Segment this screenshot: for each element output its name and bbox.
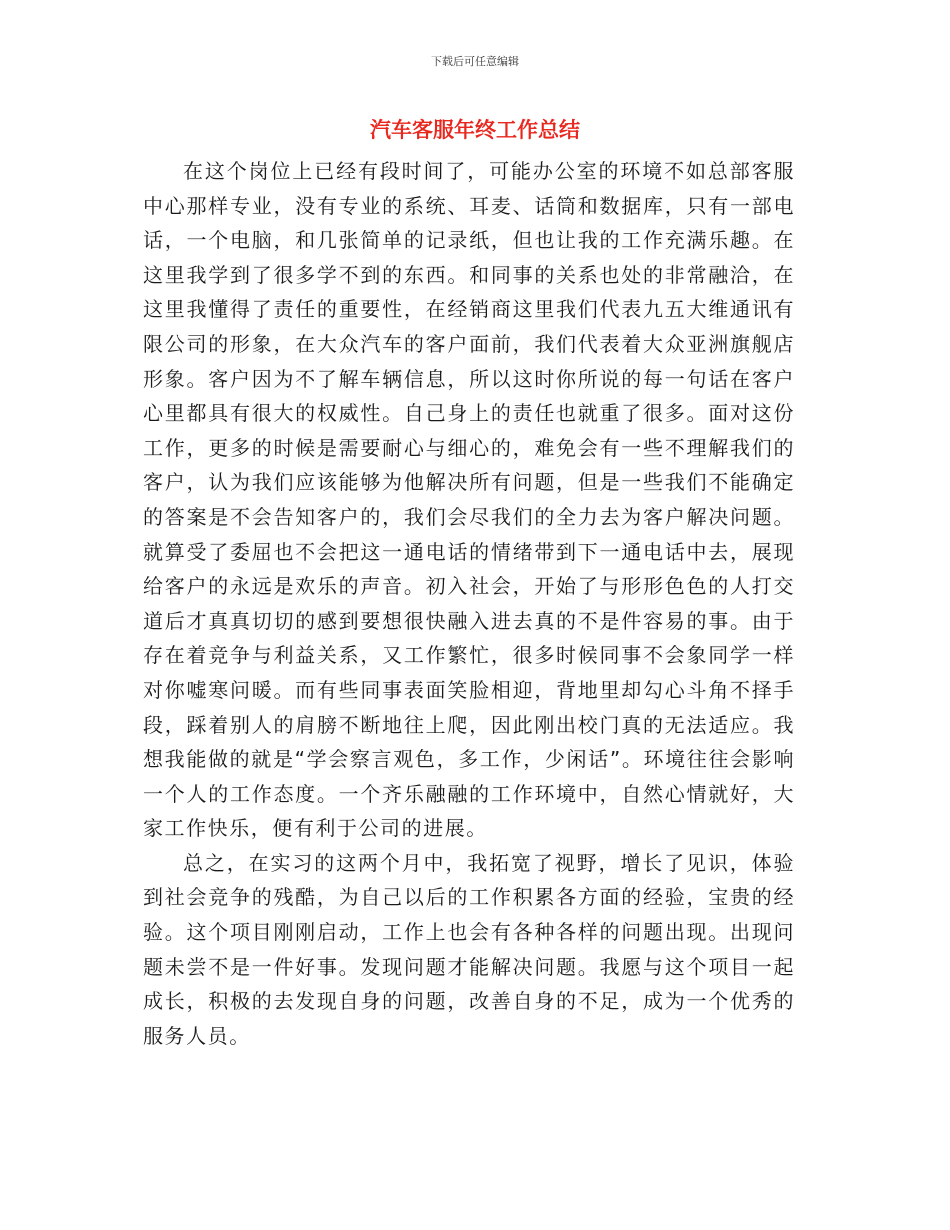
paragraph: 在这个岗位上已经有段时间了，可能办公室的环境不如总部客服中心那样专业，没有专业的系统、耳麦、话筒和数据库，只有一部电话，一个电脑，和几张简单的记录纸，但也让我的工作充满乐趣。在这里我学到了很多学不到的东西。和同事的关系也处的非常融洽，在这里我懂得了责任的重要性，在经销商这里我们代表九五大维通讯有限公司的形象，在大众汽车的客户面前，我们代表着大众亚洲旗舰店形象。客户因为不了解车辆信息，所以这时你所说的每一句话在客户心里都具有很大的权威性。自己身上的责任也就重了很多。面对这份工作，更多的时候是需要耐心与细心的，难免会有一些不理解我们的客户，认为我们应该能够为他解决所有问题，但是一些我们不能确定的答案是不会告知客户的，我们会尽我们的全力去为客户解决问题。就算受了委屈也不会把这一通电话的情绪带到下一通电话中去，展现给客户的永远是欢乐的声音。初入社会，开始了与形形色色的人打交道后才真真切切的感到要想很快融入进去真的不是件容易的事。由于存在着竞争与利益关系，又工作繁忙，很多时候同事不会象同学一样对你嘘寒问暖。而有些同事表面笑脸相迎，背地里却勾心斗角不择手段，踩着别人的肩膀不断地往上爬，因此刚出校门真的无法适应。我想我能做的就是“学会察言观色，多工作，少闲话”。环境往往会影响一个人的工作态度。一个齐乐融融的工作环境中，自然心情就好，大家工作快乐，便有利于公司的进展。 xyxy=(143,159,795,841)
document-body xyxy=(143,154,795,1053)
paragraph: 总之，在实习的这两个月中，我拓宽了视野，增长了见识，体验到社会竞争的残酷，为自己以后的工作积累各方面的经验，宝贵的经验。这个项目刚刚启动，工作上也会有各种各样的问题出现。出现问题未尝不是一件好事。发现问题才能解决问题。我愿与这个项目一起成长，积极的去发现自身的问题，改善自身的不足，成为一个优秀的服务人员。 xyxy=(143,850,795,1048)
document-title: 汽车客服年终工作总结 xyxy=(370,118,580,142)
header-note: 下载后可任意编辑 xyxy=(431,55,519,68)
